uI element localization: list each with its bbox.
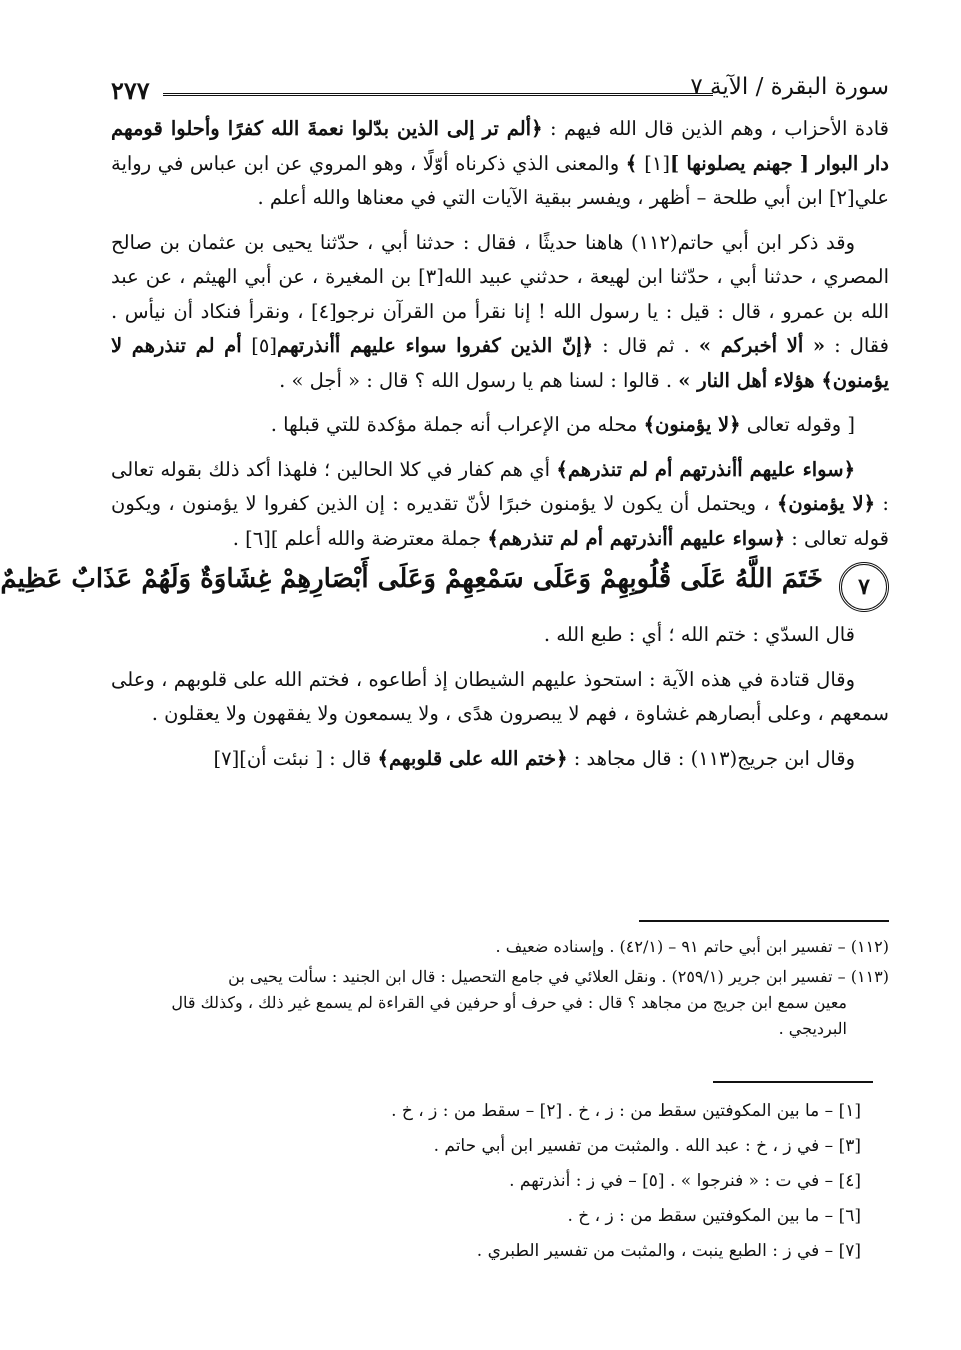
p7-segment: وقال ابن جريج: [737, 746, 855, 770]
page-number: ٢٧٧: [111, 76, 150, 105]
p4-segment: أي هم كفار في كلا الحالين ؛ فلهذا أكد ذلك بقوله تعالى :: [111, 457, 889, 515]
note-line-2: [٣] – في ز ، خ : عبد الله . والمثبت من تفسير ابن أبي حاتم .: [433, 1136, 861, 1156]
main-text: [0, 112, 889, 776]
note-line-4: [٦] – ما بين المكوفتين سقط من : ز ، خ .: [567, 1206, 861, 1226]
notes-divider: [713, 1081, 873, 1083]
p1-segment: ﴿ألم تر إلى الذين بدّلوا نعمةَ الله كفرًا وأحلوا قومهم دار البوار [ جهنم يصلونها ]: [111, 117, 889, 175]
note-line-5: [٧] – في ز : الطبع ينبت ، والمثبت من تفسير الطبري .: [476, 1241, 861, 1261]
p1-segment: [٢]: [828, 186, 855, 209]
p2-segment: [٤]: [311, 299, 337, 323]
p7-segment: : قال مجاهد :: [567, 746, 691, 770]
p4-segment: جملة معترضة والله أعلم ]: [270, 526, 488, 550]
p2-segment: بن المغيرة ، عن أبي الهيثم ، عن عبد الله بن عمرو ، قال : قيل : يا رسول الله ! إنا نقرأ من القرآن نرجو: [111, 265, 889, 323]
footnotes: [111, 934, 889, 1042]
p2-segment: . ثم قال :: [593, 334, 699, 357]
footnote-113-line-2: معين سمع ابن جريج من مجاهد ؟ قال : في حرف أو حرفين في القراءة لم يسمع غير ذلك ، وكذلك قال البرديجي .: [171, 993, 847, 1038]
p4-segment: ﴿سواء عليهم أأنذرتهم أم لم تنذرهم﴾: [556, 457, 855, 481]
p2-segment: وقد ذكر ابن أبي حاتم: [677, 230, 855, 254]
editor-notes: [241, 1094, 861, 1269]
paragraph-7: [111, 742, 889, 777]
surah-title: سورة البقرة / الآية ٧: [690, 74, 889, 100]
footnote-112: (١١٢) – تفسير ابن أبي حاتم ٩١ – (٤٢/١) . وإسناده ضعيف .: [495, 937, 889, 956]
footnote-divider: [639, 920, 889, 922]
p7-segment: (١١٣): [690, 746, 738, 770]
paragraph-4: [111, 453, 889, 557]
p4-segment: ، ويحتمل أن يكون لا يؤمنون خبرًا لأنّ تقديره : إن الذين كفروا لا يؤمنون ، ويكون قوله تعالى :: [111, 492, 889, 550]
header-rule: [163, 93, 713, 98]
footnote-113-line-1: (١١٣) – تفسير ابن جرير (٢٥٩/١) . ونقل العلائي في جامع التحصيل : قال ابن الجنيد : سألت يحيى بن: [228, 967, 889, 986]
p7-segment: قال : [ نبئت أن]: [239, 746, 378, 770]
ayah-number-marker: ٧: [839, 562, 889, 612]
p1-segment: والمعنى الذي ذكرناه أوّلًا ، وهو المروي عن ابن عباس في رواية علي: [111, 151, 889, 209]
book-page: [0, 66, 889, 776]
paragraph-2: [111, 226, 889, 399]
p4-segment: [٦]: [245, 526, 271, 550]
p7-segment: [٧]: [213, 746, 240, 770]
p4-segment: .: [232, 526, 246, 550]
p2-segment: (١١٢): [630, 230, 678, 254]
p3-segment: [ وقوله تعالى: [740, 413, 855, 436]
paragraph-1: [111, 112, 889, 216]
paragraph-6: وقال قتادة في هذه الآية : استحوذ عليهم الشيطان إذ أطاعوه ، فختم الله على قلوبهم ، وعلى سمعهم ، وعلى أبصارهم غشاوة ، فهم لا يبصرون هدًى ، ولا يسمعون ولا يفقهون ولا يعقلون .: [111, 667, 889, 725]
p2-segment: . قالوا : لسنا هم يا رسول الله ؟ قال : « أجل » .: [279, 368, 679, 392]
quran-verse: [0, 558, 889, 618]
p2-segment: « ألا أخبركم »: [698, 334, 826, 357]
p4-segment: ﴿سواء عليهم أأنذرتهم أم لم تنذرهم﴾: [487, 526, 786, 550]
paragraph-5: قال السدّي : ختم الله ؛ أي : طبع الله .: [543, 623, 855, 646]
p2-segment: هاهنا حديثًا ، فقال : حدثنا أبي ، حدّثنا يحيى بن عثمان بن صالح المصري ، حدثنا أبي ، حدّثنا ابن لهيعة ، حدثني عبيد الله: [111, 230, 889, 288]
p1-segment: [١]: [644, 151, 670, 175]
p1-segment: ابن أبي طلحة – أظهر ، ويفسر ببقية الآيات التي في معناها والله أعلم .: [257, 186, 829, 209]
p2-segment: [٥]: [251, 334, 277, 357]
note-line-1: [١] – ما بين المكوفتين سقط من : ز ، خ . [٢] – سقط من : ز ، خ .: [391, 1101, 861, 1121]
p4-segment: ﴿لا يؤمنون﴾: [776, 492, 876, 515]
p2-segment: ، ونقرأ فنكاد أن نيأس . فقال :: [111, 299, 889, 357]
paragraph-3: [111, 408, 889, 443]
ayah-text: خَتَمَ اللَّهُ عَلَى قُلُوبِهِمْ وَعَلَى سَمْعِهِمْ وَعَلَى أَبْصَارِهِمْ غِشَاوَةٌ وَلَهُمْ عَذَابٌ عَظِيمٌ: [0, 564, 823, 594]
p2-segment: أم لم تنذرهم لا يؤمنون﴾ هؤلاء أهل النار »: [111, 334, 889, 392]
p3-segment: محله من الإعراب أنه جملة مؤكدة للتي قبلها .: [270, 413, 644, 436]
note-line-3: [٤] – في ت : « فنرجوا » . [٥] – في ز : أنذرتهم .: [509, 1171, 861, 1191]
page-header: [111, 66, 889, 112]
p3-segment: ﴿لا يؤمنون﴾: [643, 413, 741, 436]
p2-segment: ﴿إنّ الذين كفروا سواء عليهم أأنذرتهم: [276, 334, 594, 357]
p1-segment: ﴾: [625, 151, 645, 175]
p1-segment: قادة الأحزاب ، وهم الذين قال الله فيهم :: [542, 117, 889, 140]
p2-segment: [٣]: [418, 265, 444, 288]
p7-segment: ﴿ختم الله على قلوبهم﴾: [377, 746, 568, 770]
